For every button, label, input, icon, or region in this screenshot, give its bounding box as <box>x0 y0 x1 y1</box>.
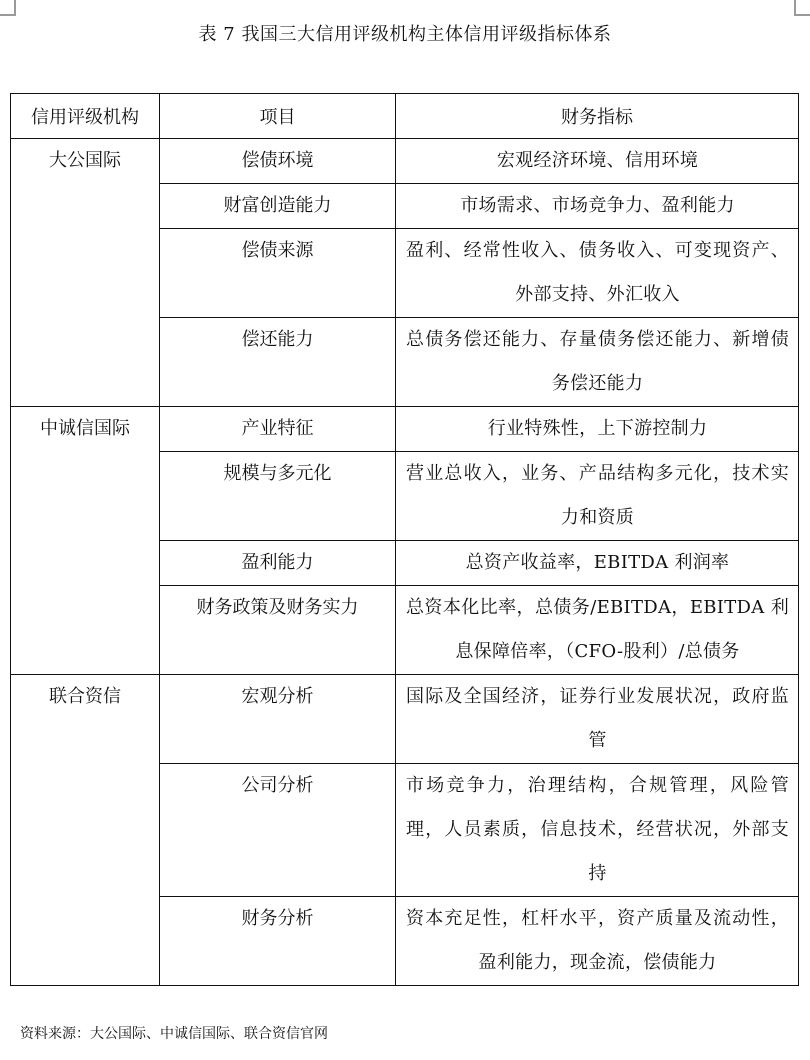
agency-cell <box>11 407 160 675</box>
table-title: 表 7 我国三大信用评级机构主体信用评级指标体系 <box>198 24 612 45</box>
item-cell: 公司分析 <box>160 764 396 897</box>
item-cell: 财务政策及财务实力 <box>160 586 396 675</box>
metric-cell: 资本充足性，杠杆水平，资产质量及流动性，盈利能力，现金流，偿债能力 <box>396 897 799 986</box>
metric-cell: 宏观经济环境、信用环境 <box>396 139 799 184</box>
crop-mark-top-left <box>0 0 16 16</box>
item-cell: 财务分析 <box>160 897 396 986</box>
item-cell: 偿债来源 <box>160 229 396 318</box>
table-row <box>11 407 799 452</box>
agency-name: 中诚信国际 <box>40 418 130 439</box>
item-cell: 偿还能力 <box>160 318 396 407</box>
table-header-row <box>11 94 799 139</box>
metric-cell: 总债务偿还能力、存量债务偿还能力、新增债务偿还能力 <box>396 318 799 407</box>
metric-cell: 市场需求、市场竞争力、盈利能力 <box>396 184 799 229</box>
agency-name: 联合资信 <box>49 686 121 707</box>
agency-name: 大公国际 <box>49 150 121 171</box>
metric-cell: 总资产收益率，EBITDA 利润率 <box>396 541 799 586</box>
item-cell: 财富创造能力 <box>160 184 396 229</box>
header-item: 项目 <box>160 94 396 139</box>
header-agency: 信用评级机构 <box>11 94 160 139</box>
item-cell: 规模与多元化 <box>160 452 396 541</box>
table-row <box>11 139 799 184</box>
metric-cell: 总资本化比率，总债务/EBITDA，EBITDA 利息保障倍率，（CFO-股利）/总债务 <box>396 586 799 675</box>
metric-cell: 行业特殊性，上下游控制力 <box>396 407 799 452</box>
rating-indicator-table <box>10 93 799 986</box>
agency-cell <box>11 675 160 986</box>
header-metric: 财务指标 <box>396 94 799 139</box>
table-row <box>11 675 799 764</box>
metric-cell: 营业总收入，业务、产品结构多元化，技术实力和资质 <box>396 452 799 541</box>
agency-cell <box>11 139 160 407</box>
item-cell: 产业特征 <box>160 407 396 452</box>
crop-mark-top-right <box>794 0 810 16</box>
item-cell: 宏观分析 <box>160 675 396 764</box>
item-cell: 盈利能力 <box>160 541 396 586</box>
metric-cell: 盈利、经常性收入、债务收入、可变现资产、外部支持、外汇收入 <box>396 229 799 318</box>
item-cell: 偿债环境 <box>160 139 396 184</box>
metric-cell: 国际及全国经济，证券行业发展状况，政府监管 <box>396 675 799 764</box>
source-note: 资料来源：大公国际、中诚信国际、联合资信官网 <box>20 1026 328 1042</box>
metric-cell: 市场竞争力，治理结构，合规管理，风险管理，人员素质，信息技术，经营状况，外部支持 <box>396 764 799 897</box>
